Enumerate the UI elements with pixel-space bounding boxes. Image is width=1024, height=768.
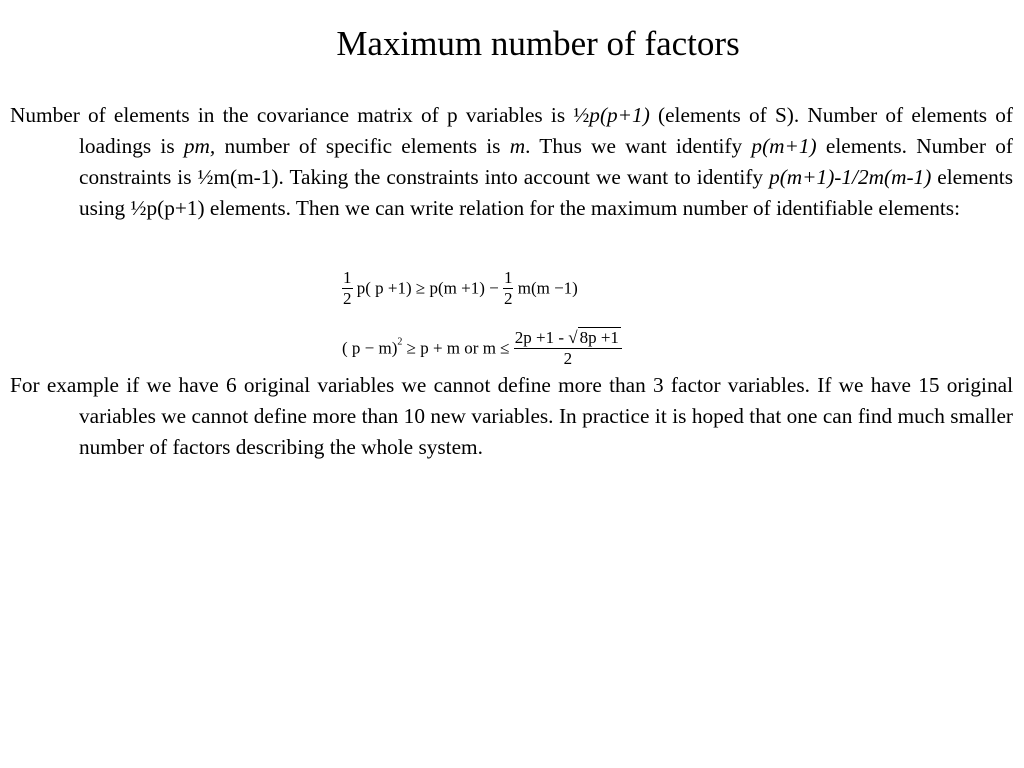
fraction-numerator: 1 [343,268,352,287]
square-root [568,328,621,348]
p1-expr-4: p(m+1) [751,134,817,158]
p1-text-2: (elements of S). Number of elements of loadings is [79,103,1013,158]
equation-inequality-2 [342,328,622,369]
paragraph-example: For example if we have 6 original variables we cannot define more than 3 factor variables. If we have 15 original variables we cannot define more than 10 new variables. In practice it is hoped that one can find much smaller number of factors describing the whole system. [10,373,1013,459]
fraction-half-left [342,268,353,309]
numerator-text: 2p +1 - [514,328,569,347]
equation-inequality-1 [342,268,578,309]
equation2-mid: ≥ p + m [406,338,461,358]
p1-text-6: elements using ½p(p+1) elements. Then we can write relation for the maximum number of identifiable elements: [79,165,1013,220]
fraction-numerator [514,328,622,348]
fraction-max-m [514,328,622,369]
p1-expr-2: pm, [183,134,216,158]
radical-sign: √ [568,328,578,347]
equation1-rhs: m(m −1) [517,278,578,298]
p1-text-3: number of specific elements is [215,134,510,158]
equation2-lhs: ( p − m) [342,338,398,358]
fraction-denominator: 2 [563,349,573,368]
p1-expr-5: p(m+1)-1/2m(m-1) [769,165,932,189]
p1-text-4: . Thus we want identify [525,134,752,158]
fraction-denominator: 2 [503,289,513,308]
radicand: 8p +1 [579,328,619,347]
p1-expr-1: p(p+1) [589,103,650,127]
p1-expr-3: m [509,134,526,158]
fraction-denominator: 2 [343,289,352,308]
p1-text-1: Number of elements in the covariance matrix of p variables is ½ [10,103,590,127]
paragraph-covariance-elements [10,100,1013,224]
equation2-exponent: 2 [397,336,403,348]
equation1-lhs: p( p +1) ≥ p(m +1) − [356,278,499,298]
equation2-or: or m ≤ [464,338,510,358]
p1-text-5: elements. Number of constraints is ½m(m-1). Taking the constraints into account we want to identify [79,134,1013,189]
fraction-numerator: 1 [503,268,513,287]
slide-title: Maximum number of factors [336,24,740,63]
fraction-half-right [503,268,514,309]
